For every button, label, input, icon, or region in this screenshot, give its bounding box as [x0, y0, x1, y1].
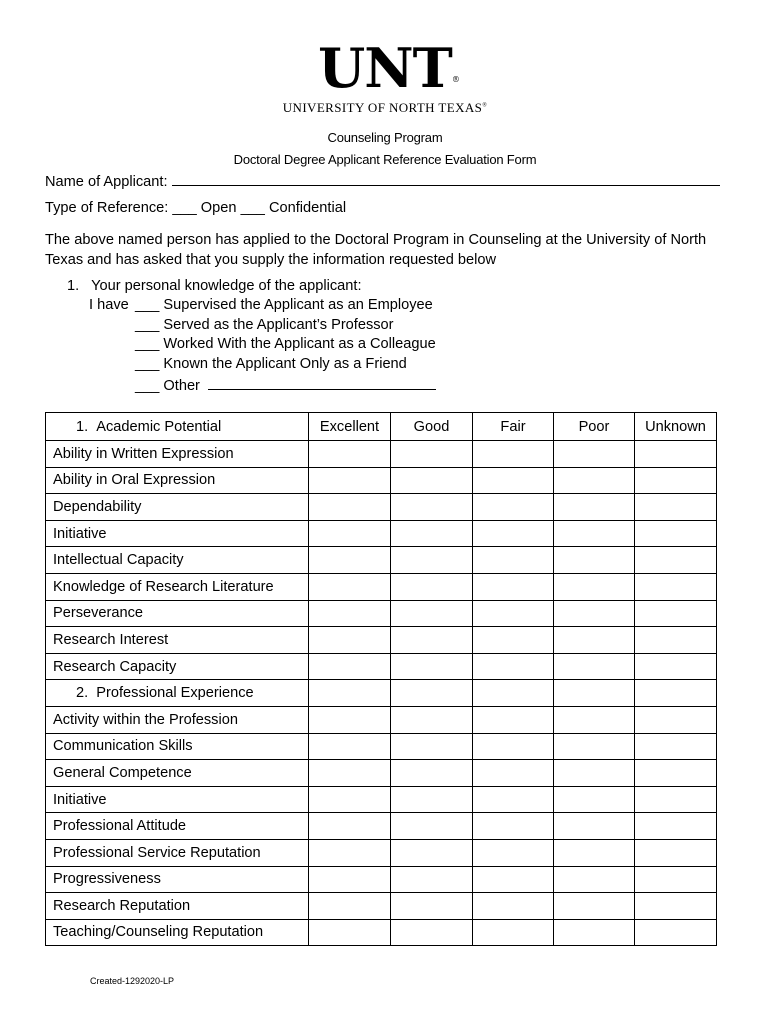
intro-paragraph: The above named person has applied to the Doctoral Program in Counseling at the University of North Texas and has asked that you supply the information requested below — [45, 232, 707, 268]
rating-cell[interactable] — [391, 813, 473, 840]
rating-cell[interactable] — [309, 919, 391, 946]
rating-cell[interactable] — [554, 680, 635, 707]
table-row — [46, 786, 717, 813]
table-row — [46, 733, 717, 760]
rating-cell[interactable] — [635, 813, 717, 840]
rating-cell[interactable] — [554, 706, 635, 733]
section-header-row — [46, 680, 717, 707]
rating-cell[interactable] — [635, 627, 717, 654]
rating-cell[interactable] — [473, 680, 554, 707]
rating-cell[interactable] — [309, 547, 391, 574]
rating-cell[interactable] — [554, 494, 635, 521]
rating-cell[interactable] — [554, 733, 635, 760]
table-row — [46, 813, 717, 840]
rating-cell[interactable] — [391, 760, 473, 787]
knowledge-option-blank[interactable]: ___ — [135, 316, 160, 333]
rating-header: Unknown — [635, 413, 717, 441]
rating-cell[interactable] — [473, 627, 554, 654]
rating-cell[interactable] — [391, 893, 473, 920]
table-row — [46, 893, 717, 920]
rating-cell[interactable] — [473, 441, 554, 468]
rating-cell[interactable] — [473, 760, 554, 787]
criterion-label: Perseverance — [46, 600, 309, 627]
table-row — [46, 839, 717, 866]
section-number: 1. — [76, 418, 89, 435]
table-row — [46, 573, 717, 600]
knowledge-option-label: Served as the Applicant’s Professor — [163, 316, 394, 333]
criterion-label: Research Reputation — [46, 893, 309, 920]
criterion-label: Professional Service Reputation — [46, 839, 309, 866]
rating-cell[interactable] — [391, 919, 473, 946]
knowledge-option-label: Known the Applicant Only as a Friend — [163, 355, 407, 372]
rating-cell[interactable] — [554, 520, 635, 547]
criterion-label: Communication Skills — [46, 733, 309, 760]
rating-header: Poor — [554, 413, 635, 441]
rating-cell[interactable] — [309, 627, 391, 654]
rating-cell[interactable] — [309, 494, 391, 521]
footer-code: Created-1292020-LP — [90, 976, 175, 986]
knowledge-option-blank[interactable]: ___ — [135, 378, 160, 394]
rating-cell[interactable] — [473, 786, 554, 813]
rating-cell[interactable] — [391, 441, 473, 468]
unt-logo — [0, 38, 770, 116]
rating-cell[interactable] — [391, 467, 473, 494]
rating-cell[interactable] — [473, 520, 554, 547]
rating-cell[interactable] — [554, 547, 635, 574]
rating-cell[interactable] — [309, 706, 391, 733]
rating-cell[interactable] — [473, 893, 554, 920]
rating-cell[interactable] — [473, 467, 554, 494]
rating-cell[interactable] — [391, 706, 473, 733]
rating-cell[interactable] — [391, 573, 473, 600]
rating-cell[interactable] — [309, 893, 391, 920]
rating-cell[interactable] — [391, 653, 473, 680]
knowledge-prefix: I have — [89, 297, 129, 313]
rating-cell[interactable] — [391, 547, 473, 574]
knowledge-number: 1. — [67, 278, 80, 294]
knowledge-option-label: Worked With the Applicant as a Colleague — [163, 336, 436, 352]
criterion-label: Ability in Written Expression — [46, 441, 309, 468]
table-row — [46, 520, 717, 547]
rating-cell[interactable] — [391, 627, 473, 654]
other-specify-field[interactable] — [208, 375, 436, 390]
table-row — [46, 547, 717, 574]
criterion-label: Progressiveness — [46, 866, 309, 893]
reference-type-label: Type of Reference: — [45, 200, 169, 216]
criterion-label: Professional Attitude — [46, 813, 309, 840]
rating-cell[interactable] — [554, 627, 635, 654]
section-title — [46, 680, 309, 707]
rating-cell[interactable] — [309, 866, 391, 893]
rating-cell[interactable] — [554, 813, 635, 840]
criterion-label: Ability in Oral Expression — [46, 467, 309, 494]
rating-cell[interactable] — [635, 600, 717, 627]
rating-cell[interactable] — [473, 547, 554, 574]
table-row — [46, 866, 717, 893]
knowledge-option-label: Supervised the Applicant as an Employee — [163, 297, 433, 313]
criterion-label: Dependability — [46, 494, 309, 521]
criterion-label: Initiative — [46, 520, 309, 547]
table-row — [46, 653, 717, 680]
rating-cell[interactable] — [391, 839, 473, 866]
table-row — [46, 627, 717, 654]
confidential-option-label: Confidential — [268, 200, 347, 216]
rating-cell[interactable] — [554, 467, 635, 494]
rating-header: Good — [391, 413, 473, 441]
evaluation-table — [45, 412, 717, 946]
table-row — [46, 706, 717, 733]
rating-cell[interactable] — [391, 494, 473, 521]
rating-cell[interactable] — [391, 600, 473, 627]
table-row — [46, 760, 717, 787]
knowledge-question-text: Your personal knowledge of the applicant: — [91, 278, 362, 294]
section-title-text: Professional Experience — [96, 685, 254, 702]
knowledge-option-blank[interactable]: ___ — [135, 297, 160, 313]
criterion-label: Research Capacity — [46, 653, 309, 680]
table-row — [46, 600, 717, 627]
rating-cell[interactable] — [635, 573, 717, 600]
applicant-name-field[interactable] — [172, 171, 720, 186]
reference-type-row — [45, 200, 346, 216]
form-title: Doctoral Degree Applicant Reference Evaluation Form — [233, 152, 537, 167]
knowledge-option — [89, 375, 436, 394]
rating-cell[interactable] — [554, 919, 635, 946]
confidential-blank[interactable]: ___ — [240, 200, 265, 216]
section-header-row — [46, 413, 717, 441]
rating-cell[interactable] — [635, 441, 717, 468]
applicant-name-row — [45, 171, 720, 190]
rating-cell[interactable] — [635, 866, 717, 893]
rating-cell[interactable] — [635, 706, 717, 733]
rating-cell[interactable] — [554, 893, 635, 920]
rating-cell[interactable] — [391, 866, 473, 893]
rating-cell[interactable] — [391, 786, 473, 813]
rating-cell[interactable] — [635, 653, 717, 680]
rating-cell[interactable] — [554, 653, 635, 680]
rating-cell[interactable] — [554, 441, 635, 468]
rating-cell[interactable] — [473, 494, 554, 521]
rating-cell[interactable] — [309, 573, 391, 600]
rating-cell[interactable] — [635, 839, 717, 866]
rating-cell[interactable] — [473, 866, 554, 893]
rating-cell[interactable] — [554, 573, 635, 600]
rating-cell[interactable] — [635, 733, 717, 760]
rating-cell[interactable] — [391, 680, 473, 707]
criterion-label: General Competence — [46, 760, 309, 787]
section-title-text: Academic Potential — [96, 418, 222, 435]
rating-cell[interactable] — [473, 706, 554, 733]
rating-cell[interactable] — [635, 467, 717, 494]
table-row — [46, 441, 717, 468]
rating-cell[interactable] — [635, 520, 717, 547]
criterion-label: Intellectual Capacity — [46, 547, 309, 574]
knowledge-option — [89, 297, 433, 313]
criterion-label: Activity within the Profession — [46, 706, 309, 733]
knowledge-option-label: Other — [163, 378, 200, 394]
rating-cell[interactable] — [473, 813, 554, 840]
applicant-name-label: Name of Applicant: — [45, 174, 168, 190]
rating-header: Fair — [473, 413, 554, 441]
criterion-label: Knowledge of Research Literature — [46, 573, 309, 600]
table-row — [46, 494, 717, 521]
rating-cell[interactable] — [309, 786, 391, 813]
open-option-label: Open — [200, 200, 237, 216]
rating-cell[interactable] — [635, 494, 717, 521]
rating-cell[interactable] — [635, 760, 717, 787]
logo-subtitle: UNIVERSITY OF NORTH TEXAS® — [282, 100, 488, 115]
knowledge-option — [89, 317, 394, 333]
rating-cell[interactable] — [554, 600, 635, 627]
rating-cell[interactable] — [309, 600, 391, 627]
rating-cell[interactable] — [309, 680, 391, 707]
criterion-label: Initiative — [46, 786, 309, 813]
table-row — [46, 919, 717, 946]
knowledge-option-blank[interactable]: ___ — [135, 336, 160, 352]
rating-cell[interactable] — [635, 919, 717, 946]
logo-wordmark: UNT ® — [318, 36, 459, 100]
rating-cell[interactable] — [635, 786, 717, 813]
section-number: 2. — [76, 685, 89, 702]
rating-cell[interactable] — [635, 680, 717, 707]
rating-cell[interactable] — [554, 760, 635, 787]
rating-cell[interactable] — [473, 919, 554, 946]
rating-cell[interactable] — [309, 839, 391, 866]
rating-cell[interactable] — [554, 839, 635, 866]
knowledge-option — [89, 336, 436, 352]
rating-cell[interactable] — [473, 600, 554, 627]
rating-cell[interactable] — [309, 520, 391, 547]
rating-cell[interactable] — [554, 786, 635, 813]
rating-cell[interactable] — [309, 813, 391, 840]
rating-cell[interactable] — [309, 733, 391, 760]
section-title — [46, 413, 309, 441]
rating-cell[interactable] — [309, 760, 391, 787]
rating-cell[interactable] — [473, 653, 554, 680]
knowledge-option — [89, 356, 407, 372]
rating-cell[interactable] — [473, 573, 554, 600]
rating-cell[interactable] — [635, 547, 717, 574]
rating-cell[interactable] — [391, 733, 473, 760]
rating-cell[interactable] — [309, 653, 391, 680]
rating-cell[interactable] — [309, 467, 391, 494]
program-title: Counseling Program — [327, 130, 443, 145]
rating-cell[interactable] — [473, 839, 554, 866]
rating-cell[interactable] — [309, 441, 391, 468]
knowledge-question — [67, 278, 362, 294]
rating-cell[interactable] — [635, 893, 717, 920]
knowledge-option-blank[interactable]: ___ — [135, 355, 160, 372]
criterion-label: Research Interest — [46, 627, 309, 654]
open-blank[interactable]: ___ — [172, 200, 197, 216]
criterion-label: Teaching/Counseling Reputation — [46, 919, 309, 946]
rating-cell[interactable] — [391, 520, 473, 547]
rating-cell[interactable] — [473, 733, 554, 760]
rating-cell[interactable] — [554, 866, 635, 893]
table-row — [46, 467, 717, 494]
rating-header: Excellent — [309, 413, 391, 441]
